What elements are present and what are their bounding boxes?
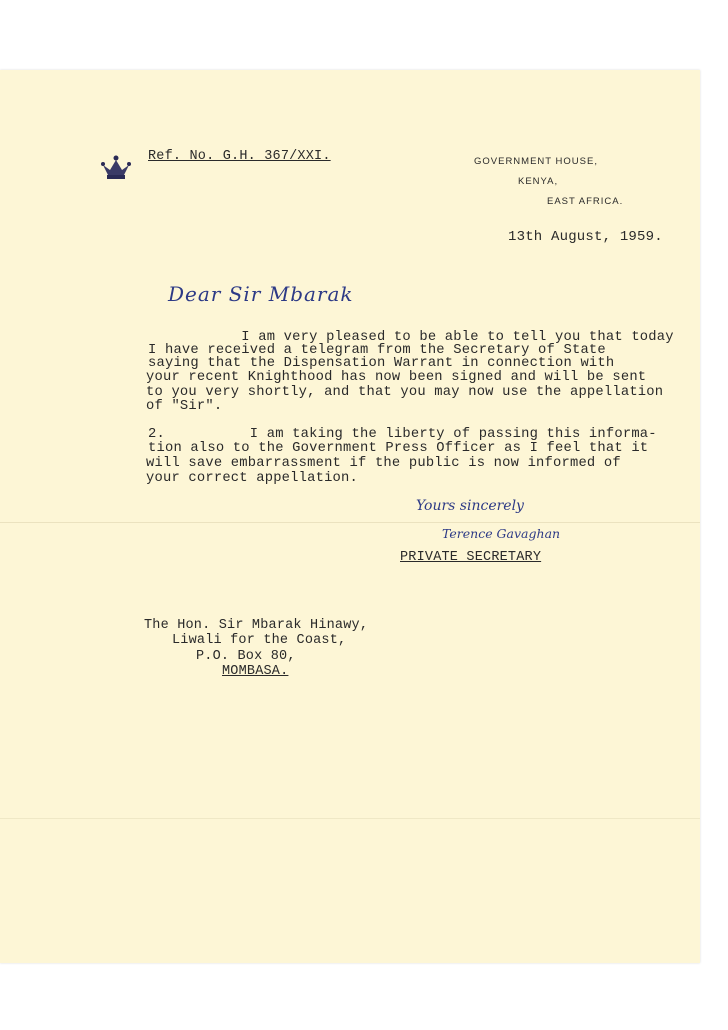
reference-number: Ref. No. G.H. 367/XXI.	[148, 149, 331, 164]
body-line: your recent Knighthood has now been signed and will be sent	[146, 370, 647, 385]
body-line: to you very shortly, and that you may now use the appellation	[146, 385, 664, 400]
fold-line	[0, 522, 700, 523]
salutation: Dear Sir Mbarak	[168, 282, 354, 306]
address-line: EAST AFRICA.	[547, 196, 624, 207]
body-line: will save embarrassment if the public is now informed of	[146, 456, 621, 471]
body-line: your correct appellation.	[146, 471, 358, 486]
signatory-title: PRIVATE SECRETARY	[400, 550, 542, 565]
recipient-line: The Hon. Sir Mbarak Hinawy,	[144, 618, 369, 633]
fold-line	[0, 818, 700, 819]
closing: Yours sincerely	[416, 498, 524, 514]
signature: Terence Gavaghan	[442, 526, 561, 541]
body-line: of "Sir".	[146, 399, 223, 414]
letter-date: 13th August, 1959.	[508, 229, 663, 245]
crown-icon	[100, 153, 132, 181]
body-line: I have received a telegram from the Secretary of State	[148, 343, 606, 358]
address-line: KENYA,	[518, 176, 559, 187]
body-line: I am very pleased to be able to tell you that today	[148, 330, 674, 345]
body-line: saying that the Dispensation Warrant in connection with	[148, 356, 615, 371]
address-line: GOVERNMENT HOUSE,	[474, 156, 598, 167]
body-line: 2. I am taking the liberty of passing this informa-	[148, 427, 657, 442]
recipient-line: Liwali for the Coast,	[172, 633, 347, 648]
body-line: tion also to the Government Press Officer as I feel that it	[148, 441, 649, 456]
recipient-line: P.O. Box 80,	[196, 649, 296, 664]
recipient-line: MOMBASA.	[222, 664, 289, 679]
